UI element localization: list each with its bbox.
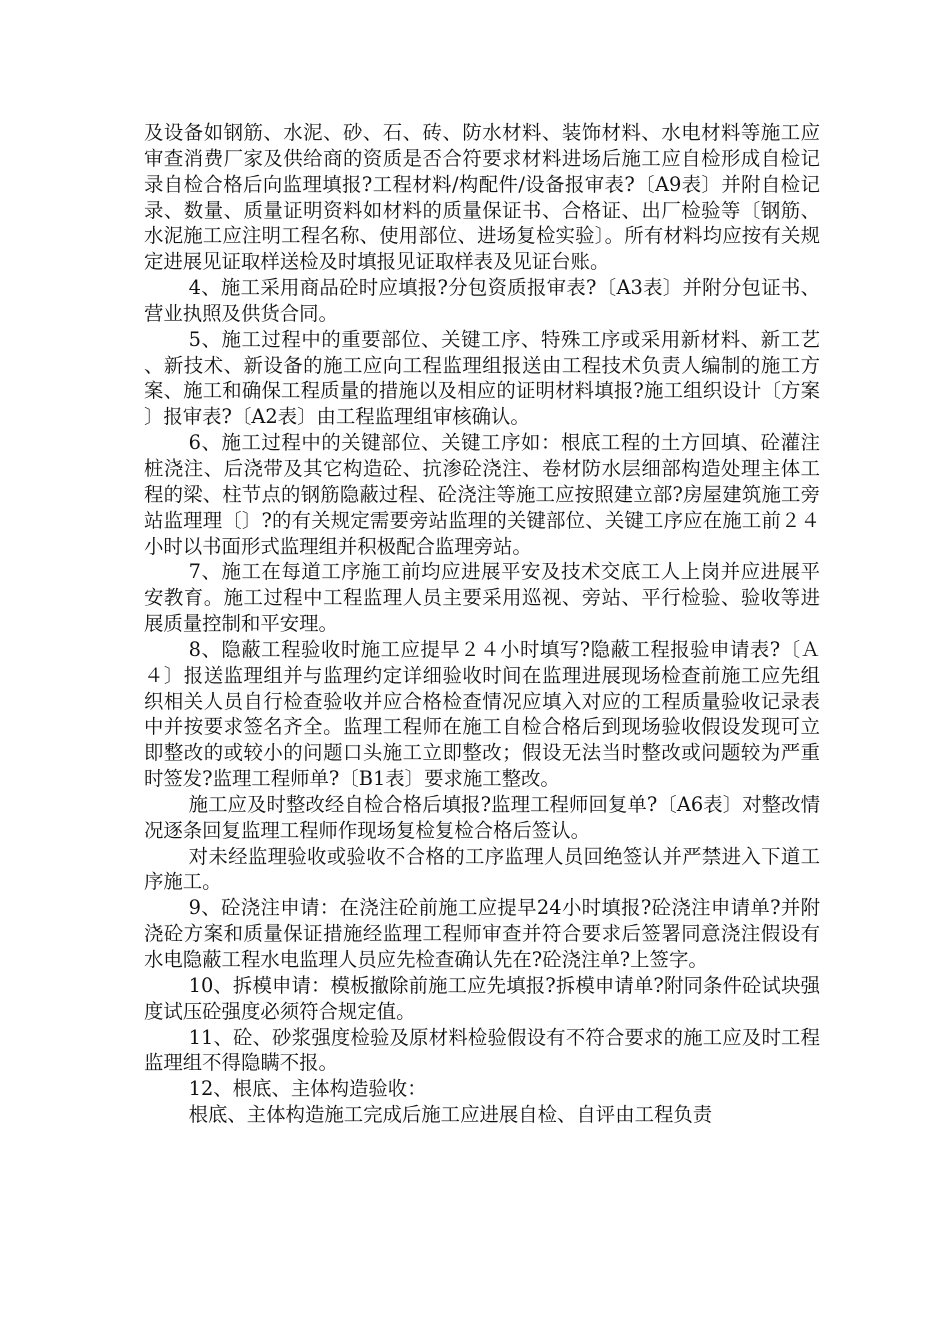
paragraph-item-9: 9、砼浇注申请：在浇注砼前施工应提早24小时填报?砼浇注申请单?并附浇砼方案和质量保证措施经监理工程师审查并符合要求后签署同意浇注假设有水电隐蔽工程水电监理人员应先检查确认先在?砼浇注单?上签字。 bbox=[144, 896, 820, 971]
paragraph-materials-review: 及设备如钢筋、水泥、砂、石、砖、防水材料、装饰材料、水电材料等施工应审查消费厂家及供给商的资质是否合符要求材料进场后施工应自检形成自检记录自检合格后向监理填报?工程材料/构配件/设备报审表?〔A9表〕并附自检记录、数量、质量证明资料如材料的质量保证书、合格证、出厂检验等〔钢筋、水泥施工应注明工程名称、使用部位、进场复检实验〕。所有材料均应按有关规定进展见证取样送检及时填报见证取样表及见证台账。 bbox=[144, 121, 820, 274]
paragraph-item-12-heading: 12、根底、主体构造验收： bbox=[188, 1077, 427, 1101]
paragraph-item-5: 5、施工过程中的重要部位、关键工序、特殊工序或采用新材料、新工艺、新技术、新设备的施工应向工程监理组报送由工程技术负责人编制的施工方案、施工和确保工程质量的措施以及相应的证明材料填报?施工组织设计〔方案〕报审表?〔A2表〕由工程监理组审核确认。 bbox=[144, 327, 820, 429]
document-page bbox=[144, 120, 820, 1128]
paragraph-rectification-reply: 施工应及时整改经自检合格后填报?监理工程师回复单?〔A6表〕对整改情况逐条回复监理工程师作现场复检复检合格后签认。 bbox=[144, 792, 820, 842]
paragraph-item-4: 4、施工采用商品砼时应填报?分包资质报审表?〔A3表〕并附分包证书、营业执照及供货合同。 bbox=[144, 276, 820, 325]
paragraph-structure-acceptance: 根底、主体构造施工完成后施工应进展自检、自评由工程负责 bbox=[188, 1103, 713, 1127]
paragraph-item-8: 8、隐蔽工程验收时施工应提早２４小时填写?隐蔽工程报验申请表?〔Ａ４〕报送监理组并与监理约定详细验收时间在监理进展现场检查前施工应先组织相关人员自行检查验收并应合格检查情况应填入对应的工程质量验收记录表中并按要求签名齐全。监理工程师在施工自检合格后到现场验收假设发现可立即整改的或较小的问题口头施工立即整改；假设无法当时整改或问题较为严重时签发?监理工程师单?〔B1表〕要求施工整改。 bbox=[144, 637, 820, 791]
paragraph-refuse-signoff: 对未经监理验收或验收不合格的工序监理人员回绝签认并严禁进入下道工序施工。 bbox=[144, 844, 820, 894]
paragraph-item-7: 7、施工在每道工序施工前均应进展平安及技术交底工人上岗并应进展平安教育。施工过程中工程监理人员主要采用巡视、旁站、平行检验、验收等进展质量控制和平安理。 bbox=[144, 560, 820, 636]
paragraph-item-10: 10、拆模申请：模板撤除前施工应先填报?拆模申请单?附同条件砼试块强度试压砼强度必须符合规定值。 bbox=[144, 973, 820, 1023]
paragraph-item-6: 6、施工过程中的关键部位、关键工序如：根底工程的土方回填、砼灌注桩浇注、后浇带及其它构造砼、抗渗砼浇注、卷材防水层细部构造处理主体工程的梁、柱节点的钢筋隐蔽过程、砼浇注等施工应按照建立部?房屋建筑施工旁站监理理〔〕?的有关规定需要旁站监理的关键部位、关键工序应在施工前２４小时以书面形式监理组并积极配合监理旁站。 bbox=[144, 431, 820, 558]
paragraph-item-11: 11、砼、砂浆强度检验及原材料检验假设有不符合要求的施工应及时工程监理组不得隐瞒不报。 bbox=[144, 1025, 820, 1075]
